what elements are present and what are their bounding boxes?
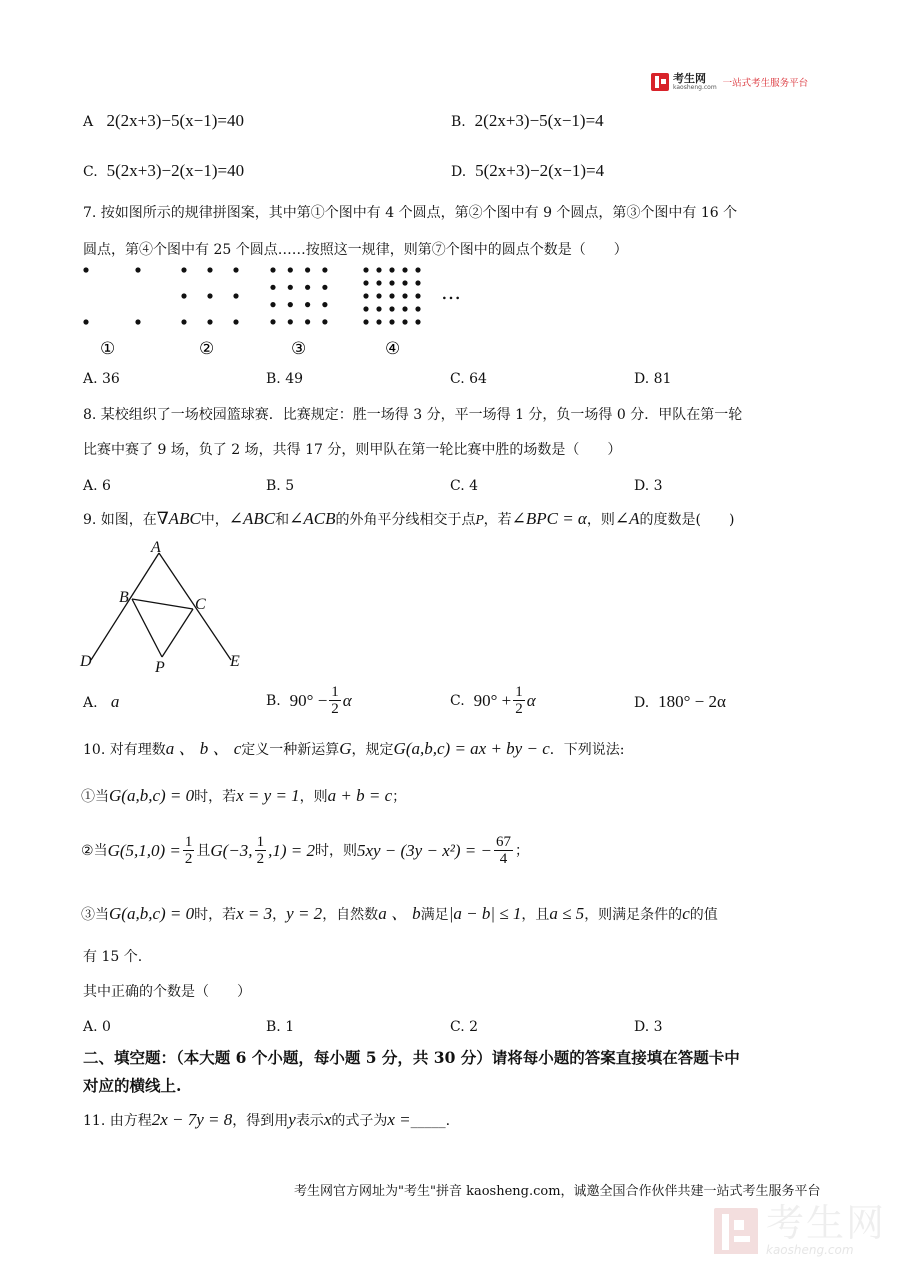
q10-intro: 10. 对有理数a 、 b 、 c定义一种新运算G，规定G(a,b,c) = ax + by − c．下列说法: — [83, 739, 625, 758]
q8-option-c: C. 4 — [450, 478, 479, 494]
q7-option-c: C. 64 — [450, 371, 487, 387]
q10-option-c: C. 2 — [450, 1019, 479, 1035]
q7-ellipsis: … — [441, 280, 463, 304]
figure-3-dot — [322, 267, 327, 272]
figure-1-dot — [135, 319, 140, 324]
figure-4-dot — [415, 306, 420, 311]
figure-4-dot — [415, 319, 420, 324]
figure-3-dot — [288, 267, 293, 272]
figure-label-1: ① — [100, 339, 116, 359]
q9-option-d: D. 180° − 2α — [634, 692, 726, 711]
figure-4-dot — [363, 267, 368, 272]
figure-3-dot — [288, 319, 293, 324]
logo-text — [673, 73, 717, 91]
watermark-text — [766, 1203, 886, 1257]
q10-question: 其中正确的个数是（ ） — [83, 984, 251, 1000]
header-logo — [651, 73, 808, 91]
q6-option-d: D. 5(2x+3)−2(x−1)=4 — [451, 161, 605, 180]
q10-statement-3: ③当G(a,b,c) = 0时，若x = 3，y = 2，自然数a 、 b满足|a − b| ≤ 1，且a ≤ 5，则满足条件的c的值 — [81, 904, 718, 923]
logo-url: kaosheng.com — [673, 84, 717, 91]
q7-option-d: D. 81 — [634, 371, 672, 387]
figure-4-dot — [402, 280, 407, 285]
figure-4-dot — [363, 319, 368, 324]
figure-4-dot — [415, 293, 420, 298]
figure-3-dot — [305, 285, 310, 290]
q7-option-a: A. 36 — [83, 371, 120, 387]
figure-4-dot — [363, 293, 368, 298]
figure-label-4: ④ — [385, 339, 401, 359]
q9-stem: 9. 如图，在∇ABC中，∠ABC和∠ACB的外角平分线相交于点P，若∠BPC = α，则∠A的度数是( ) — [83, 509, 735, 528]
figure-4-dot — [389, 267, 394, 272]
q10-option-d: D. 3 — [634, 1019, 663, 1035]
figure-3-dot — [322, 285, 327, 290]
q10-option-b: B. 1 — [266, 1019, 295, 1035]
figure-label-3: ③ — [291, 339, 307, 359]
footer-text: 考生网官方网址为"考生"拼音 kaosheng.com，诚邀全国合作伙伴共建一站式考生服务平台 — [294, 1184, 821, 1199]
kaosheng-watermark-icon — [712, 1206, 760, 1254]
label-e: E — [230, 653, 240, 670]
figure-4-dot — [402, 306, 407, 311]
figure-2-dot — [207, 267, 212, 272]
q8-stem-line2: 比赛中赛了 9 场，负了 2 场，共得 17 分，则甲队在第一轮比赛中胜的场数是（ ） — [83, 442, 622, 458]
figure-3-dot — [322, 302, 327, 307]
figure-2-dot — [233, 293, 238, 298]
label-c: C — [195, 596, 206, 613]
watermark-name: 考生网 — [766, 1201, 887, 1245]
figure-3-dot — [270, 319, 275, 324]
figure-4-dot — [376, 267, 381, 272]
figure-4-dot — [415, 267, 420, 272]
q9-option-b: B. 90° − $\frac{1}{2}$ α — [266, 684, 352, 717]
figure-4-dot — [389, 293, 394, 298]
figure-4-dot — [402, 319, 407, 324]
q7-stem-line1: 7. 按如图所示的规律拼图案，其中第①个图中有 4 个圆点，第②个图中有 9 个圆点，第③个图中有 16 个 — [83, 205, 738, 221]
q10-statement-3-line2: 有 15 个. — [83, 949, 143, 965]
figure-2-dot — [207, 293, 212, 298]
figure-1-dot — [135, 267, 140, 272]
figure-4-dot — [402, 267, 407, 272]
figure-2-dot — [181, 293, 186, 298]
figure-1-dot — [83, 267, 88, 272]
figure-3-dot — [305, 302, 310, 307]
section2-heading-line2: 对应的横线上. — [83, 1076, 182, 1095]
figure-label-2: ② — [199, 339, 215, 359]
watermark-url: kaosheng.com — [766, 1243, 854, 1257]
label-a: A — [151, 539, 161, 556]
figure-4-dot — [376, 280, 381, 285]
q8-option-b: B. 5 — [266, 478, 295, 494]
figure-2-dot — [233, 319, 238, 324]
label-b: B — [119, 589, 129, 606]
q9-triangle-figure — [75, 538, 255, 678]
q9-option-c: C. 90° + $\frac{1}{2}$ α — [450, 684, 536, 717]
figure-4-dot — [376, 306, 381, 311]
figure-2-dot — [207, 319, 212, 324]
q7-dot-figure — [70, 262, 490, 362]
figure-4-dot — [363, 280, 368, 285]
figure-4-dot — [376, 319, 381, 324]
figure-4-dot — [402, 293, 407, 298]
figure-4-dot — [389, 306, 394, 311]
q8-option-d: D. 3 — [634, 478, 663, 494]
figure-3-dot — [305, 319, 310, 324]
q8-stem-line1: 8. 某校组织了一场校园篮球赛．比赛规定：胜一场得 3 分，平一场得 1 分，负一场得 0 分．甲队在第一轮 — [83, 407, 743, 423]
figure-4-dot — [376, 293, 381, 298]
q7-option-b: B. 49 — [266, 371, 304, 387]
line-b-c — [132, 599, 193, 609]
figure-3-dot — [288, 285, 293, 290]
line-a-d — [91, 553, 159, 660]
figure-3-dot — [288, 302, 293, 307]
figure-3-dot — [270, 267, 275, 272]
figure-4-dot — [389, 280, 394, 285]
figure-3-dot — [305, 267, 310, 272]
figure-3-dot — [270, 285, 275, 290]
figure-4-dot — [415, 280, 420, 285]
q10-statement-2: ② 当 G(5,1,0) = $\frac{1}{2}$ 且 G(−3, $\frac{1}{2}$ ,1) = 2 时，则 5xy − (3y − x²) = − $\frac{67}{4}$ ； — [81, 834, 529, 867]
kaosheng-logo-icon — [651, 73, 669, 91]
q6-option-b: B. 2(2x+3)−5(x−1)=4 — [451, 111, 604, 130]
logo-name: 考生网 — [673, 72, 706, 85]
section2-heading-line1: 二、填空题：（本大题 6 个小题，每小题 5 分，共 30 分）请将每小题的答案直接填在答题卡中 — [83, 1048, 740, 1067]
watermark — [712, 1203, 886, 1257]
figure-2-dot — [233, 267, 238, 272]
q11-answer-blank[interactable]: _____ — [410, 1113, 446, 1129]
label-d: D — [80, 653, 92, 670]
label-p: P — [155, 659, 165, 676]
q9-option-a: A. a — [83, 692, 120, 711]
line-c-p — [162, 609, 193, 657]
q10-statement-1: ①当G(a,b,c) = 0时，若x = y = 1，则a + b = c； — [81, 786, 407, 805]
figure-4-dot — [363, 306, 368, 311]
figure-4-dot — [389, 319, 394, 324]
q8-option-a: A. 6 — [83, 478, 111, 494]
figure-3-dot — [270, 302, 275, 307]
q7-stem-line2: 圆点，第④个图中有 25 个圆点……按照这一规律，则第⑦个图中的圆点个数是（ ） — [83, 242, 628, 258]
figure-2-dot — [181, 267, 186, 272]
q6-option-c: C. 5(2x+3)−2(x−1)=40 — [83, 161, 245, 180]
line-b-p — [132, 599, 162, 657]
figure-3-dot — [322, 319, 327, 324]
q11-stem: 11. 由方程2x − 7y = 8，得到用y表示x的式子为x =_____. — [83, 1110, 451, 1129]
figure-2-dot — [181, 319, 186, 324]
header-slogan: 一站式考生服务平台 — [722, 78, 809, 89]
q10-option-a: A. 0 — [83, 1019, 111, 1035]
figure-1-dot — [83, 319, 88, 324]
q6-option-a: A 2(2x+3)−5(x−1)=40 — [83, 111, 244, 130]
